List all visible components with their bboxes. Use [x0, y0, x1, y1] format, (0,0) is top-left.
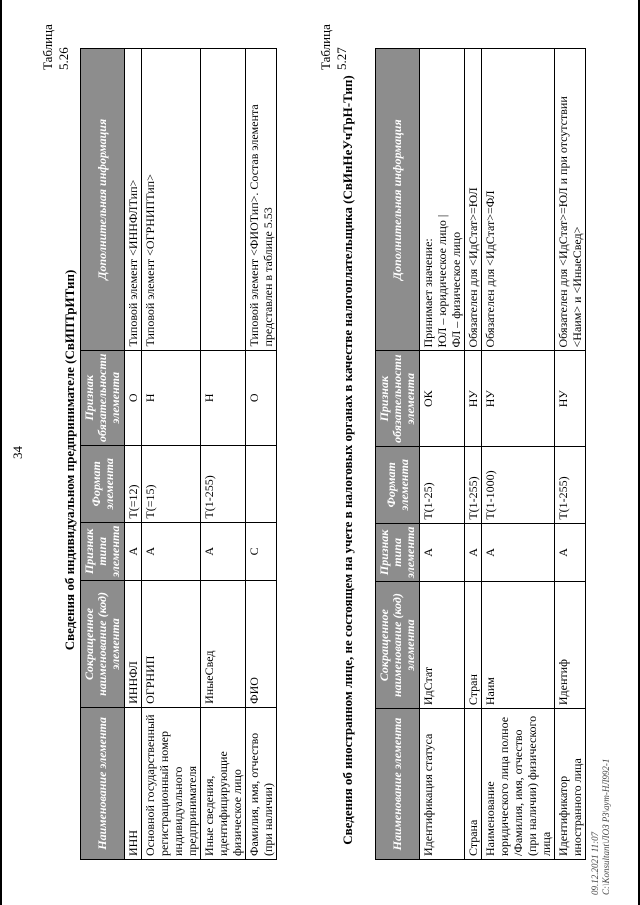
- cell-code: ИныеСвед: [201, 581, 246, 708]
- cell-info: Обязателен для <ИдСтат>=ЮЛ: [465, 49, 482, 351]
- table-row: [420, 49, 465, 860]
- table-5-26: [80, 48, 277, 860]
- table-row: [125, 49, 142, 860]
- cell-format: T(=12): [125, 445, 142, 522]
- table2-title: Сведения об иностранном лице, не состоящем на учете в налоговых органах в качестве налогоплательщика (СвИнНеУчТрН-Тип): [340, 75, 355, 845]
- header-cell: Дополнительная информация: [81, 49, 125, 351]
- cell-type: А: [482, 523, 555, 581]
- cell-name: Идентификатор иностранного лица: [555, 709, 586, 860]
- table-row: [465, 49, 482, 860]
- header-cell: Формат элемента: [81, 445, 125, 522]
- table-row: [201, 49, 246, 860]
- cell-name: Иные сведения, идентифицирующие физическое лицо: [201, 707, 246, 859]
- table-row: [482, 49, 555, 860]
- table2-caption: Таблица 5.27: [318, 24, 349, 70]
- cell-format: T(1-255): [555, 446, 586, 523]
- footer-path: C:\Konsultant\ЛОЗ РЗ\аут-НЛ992-1: [601, 758, 611, 895]
- header-cell: Формат элемента: [376, 446, 420, 523]
- scan-edge-mark: [0, 0, 2, 905]
- header-cell: Сокращенное наименование (код) элемента: [376, 582, 420, 709]
- cell-name: Наименование юридического лица полное /Фамилия, имя, отчество (при наличии) физического лица: [482, 709, 555, 860]
- cell-info: Типовой элемент <ОГРНИПТип>: [142, 49, 201, 351]
- cell-name: Идентификация статуса: [420, 709, 465, 860]
- cell-required: О: [125, 350, 142, 445]
- cell-name: Страна: [465, 709, 482, 860]
- cell-format: T(1-1000): [482, 446, 555, 523]
- cell-type: А: [420, 523, 465, 581]
- cell-format: [246, 445, 277, 522]
- cell-format: T(1-25): [420, 446, 465, 523]
- cell-code: Наим: [482, 582, 555, 709]
- info-line: Принимает значение:: [421, 238, 435, 348]
- cell-info: Типовой элемент <ФИОТип>. Состав элемента представлен в таблице 5.53: [246, 49, 277, 351]
- cell-type: А: [125, 522, 142, 580]
- header-cell: Сокращенное наименование (код) элемента: [81, 581, 125, 708]
- cell-format: T(1-255): [201, 445, 246, 522]
- cell-info: Обязателен для <ИдСтат>=ФЛ: [482, 49, 555, 351]
- cell-required: Н: [142, 350, 201, 445]
- header-cell: Признак типа элемента: [376, 523, 420, 581]
- cell-info: Обязателен для <ИдСтат>=ЮЛ и при отсутствии <Наим> и <ИныеСвед>: [555, 49, 586, 351]
- table-5-27: [375, 48, 586, 860]
- cell-type: С: [246, 522, 277, 580]
- cell-code: ФИО: [246, 581, 277, 708]
- info-line: ЮЛ – юридическое лицо |: [435, 214, 449, 348]
- header-cell: Наименование элемента: [81, 707, 125, 859]
- cell-type: А: [555, 523, 586, 581]
- table1-caption: Таблица 5.26: [40, 24, 71, 70]
- cell-format: T(1-255): [465, 446, 482, 523]
- cell-code: ОГРНИП: [142, 581, 201, 708]
- cell-info: [420, 49, 465, 351]
- cell-code: ИдСтат: [420, 582, 465, 709]
- cell-type: А: [201, 522, 246, 580]
- table-row: [555, 49, 586, 860]
- cell-required: НУ: [482, 351, 555, 446]
- cell-required: ОК: [420, 351, 465, 446]
- cell-required: НУ: [555, 351, 586, 446]
- cell-required: Н: [201, 350, 246, 445]
- table-row: [142, 49, 201, 860]
- cell-info: Типовой элемент <ИННФЛТип>: [125, 49, 142, 351]
- cell-required: О: [246, 350, 277, 445]
- header-cell: Признак обязательности элемента: [376, 351, 420, 446]
- page-number: 34: [10, 446, 25, 459]
- cell-name: ИНН: [125, 707, 142, 859]
- cell-info: [201, 49, 246, 351]
- header-cell: Признак обязательности элемента: [81, 350, 125, 445]
- header-cell: Признак типа элемента: [81, 522, 125, 580]
- table1-title: Сведения об индивидуальном предпринимателе (СвИПТрИТип): [62, 269, 77, 651]
- cell-type: А: [465, 523, 482, 581]
- cell-type: А: [142, 522, 201, 580]
- info-line: ФЛ – физическое лицо: [449, 231, 463, 348]
- cell-required: НУ: [465, 351, 482, 446]
- cell-code: ИННФЛ: [125, 581, 142, 708]
- table-row: [246, 49, 277, 860]
- header-cell: Дополнительная информация: [376, 49, 420, 351]
- footer-timestamp: 09.12.2021 11:07: [590, 831, 600, 895]
- cell-code: Стран: [465, 582, 482, 709]
- cell-name: Фамилия, имя, отчество (при наличии): [246, 707, 277, 859]
- document-footer: [590, 759, 612, 895]
- header-cell: Наименование элемента: [376, 709, 420, 860]
- cell-code: Идентиф: [555, 582, 586, 709]
- cell-format: T(=15): [142, 445, 201, 522]
- cell-name: Основной государственный регистрационный номер индивидуального предпринимателя: [142, 707, 201, 859]
